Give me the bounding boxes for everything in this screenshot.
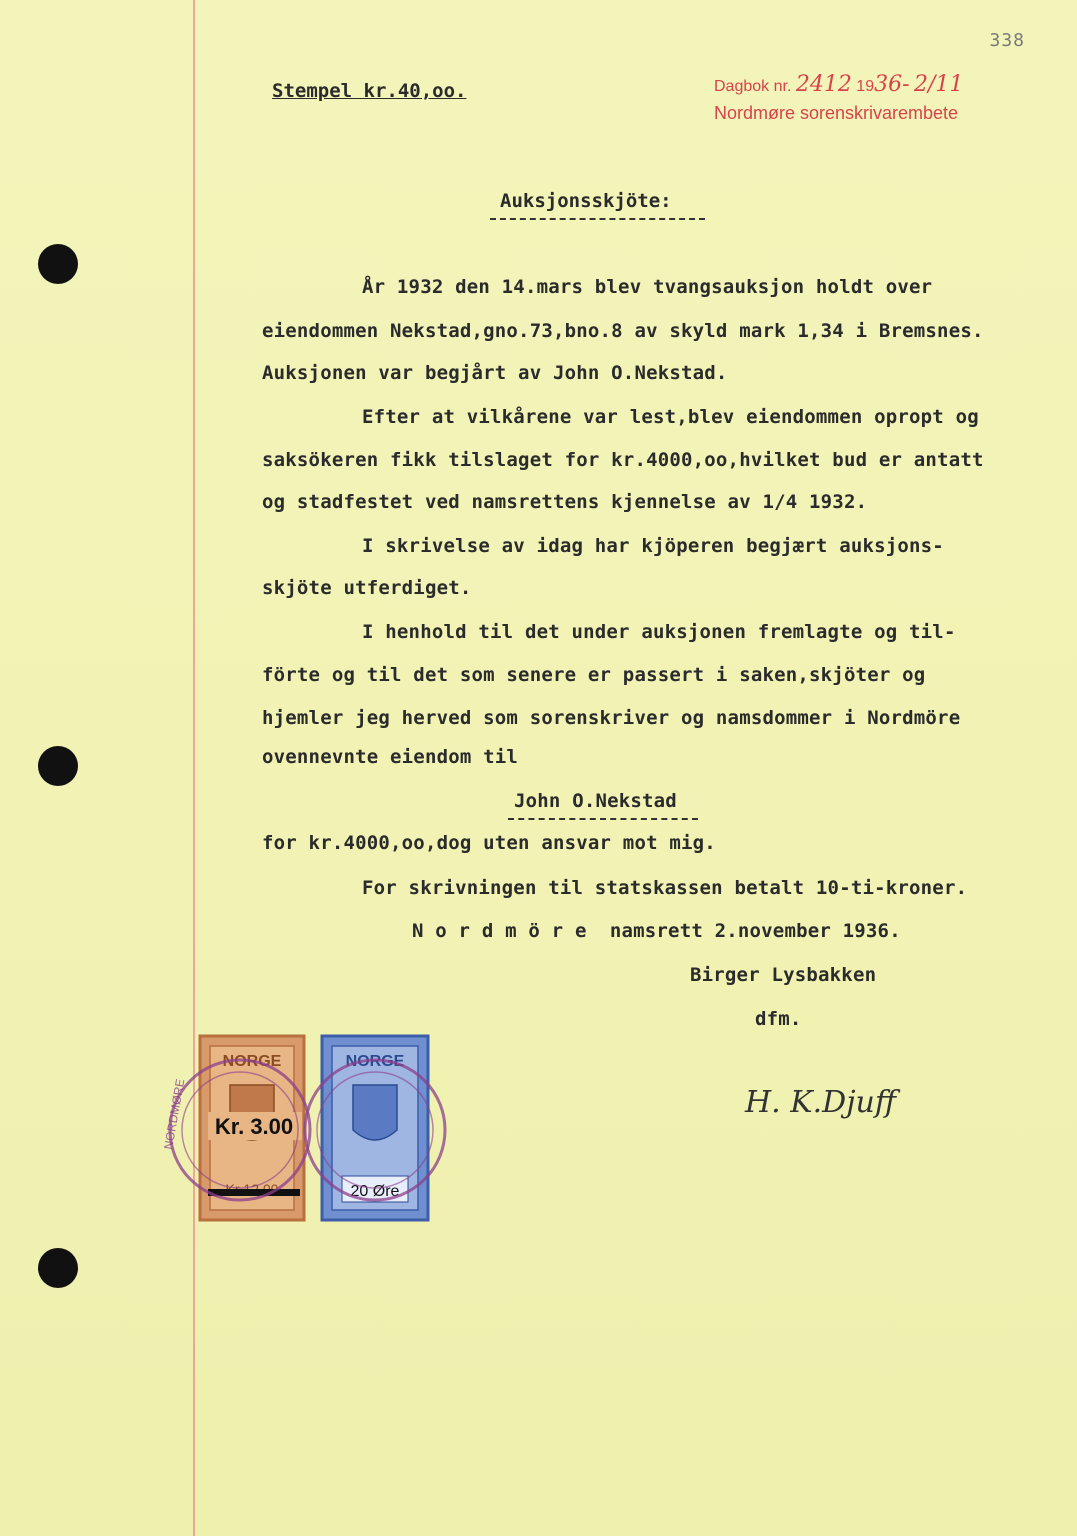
signatory-title: dfm. xyxy=(755,1008,802,1030)
journal-number: 2412 xyxy=(795,72,852,97)
body-line: For skrivningen til statskassen betalt 10-ti-kroner. xyxy=(362,877,968,899)
journal-office: Nordmøre sorenskrivarembete xyxy=(714,103,959,123)
journal-date: 2/11 xyxy=(913,72,964,97)
journal-year-prefix: 19 xyxy=(856,78,875,95)
journal-line xyxy=(714,72,963,100)
stamp-right-value: 20 Øre xyxy=(350,1183,400,1200)
court-date-line: N o r d m ö r e namsrett 2.november 1936. xyxy=(412,920,901,942)
body-line: saksökeren fikk tilslaget for kr.4000,oo,hvilket bud er antatt xyxy=(262,449,984,471)
body-line: I skrivelse av idag har kjöperen begjært auksjons- xyxy=(362,535,944,557)
body-line: og stadfestet ved namsrettens kjennelse av 1/4 1932. xyxy=(262,491,868,513)
punch-hole-middle xyxy=(38,746,78,786)
journal-prefix: Dagbok nr. xyxy=(714,78,792,95)
stamp-duty-line: Stempel kr.40,oo. xyxy=(272,80,467,102)
margin-line xyxy=(193,0,195,1536)
document-title: Auksjonsskjöte: xyxy=(500,190,672,212)
body-line: skjöte utferdiget. xyxy=(262,577,472,599)
page-number: 338 xyxy=(989,30,1025,51)
stamp-left-overprint: Kr. 3.00 xyxy=(214,1114,294,1139)
stamp-right xyxy=(322,1036,428,1220)
body-line: ovennevnte eiendom til xyxy=(262,746,519,768)
buyer-name: John O.Nekstad xyxy=(514,790,677,812)
signatory-name: Birger Lysbakken xyxy=(690,964,877,986)
body-line: eiendommen Nekstad,gno.73,bno.8 av skyld mark 1,34 i Bremsnes. xyxy=(262,320,984,342)
punch-hole-top xyxy=(38,244,78,284)
journal-year-suffix: 36- xyxy=(874,72,910,97)
punch-hole-bottom xyxy=(38,1248,78,1288)
body-line: Auksjonen var begjårt av John O.Nekstad. xyxy=(262,362,728,384)
body-line: Efter at vilkårene var lest,blev eiendommen opropt og xyxy=(362,406,979,428)
body-line: for kr.4000,oo,dog uten ansvar mot mig. xyxy=(262,832,716,854)
seal-text: NORDMØRE xyxy=(161,1077,188,1151)
body-line: I henhold til det under auksjonen fremlagte og til- xyxy=(362,621,956,643)
title-underline xyxy=(490,218,705,220)
signature: H. K.Djuff xyxy=(745,1085,897,1120)
stamp-right-country: NORGE xyxy=(345,1053,405,1070)
revenue-stamps xyxy=(160,1030,460,1240)
body-line: förte og til det som senere er passert i saken,skjöter og xyxy=(262,664,926,686)
stamp-left-country: NORGE xyxy=(222,1053,282,1070)
journal-stamp xyxy=(714,72,963,126)
body-line: År 1932 den 14.mars blev tvangsauksjon holdt over xyxy=(362,276,933,298)
body-line: hjemler jeg herved som sorenskriver og namsdommer i Nordmöre xyxy=(262,707,961,729)
buyer-name-underline xyxy=(508,818,698,820)
